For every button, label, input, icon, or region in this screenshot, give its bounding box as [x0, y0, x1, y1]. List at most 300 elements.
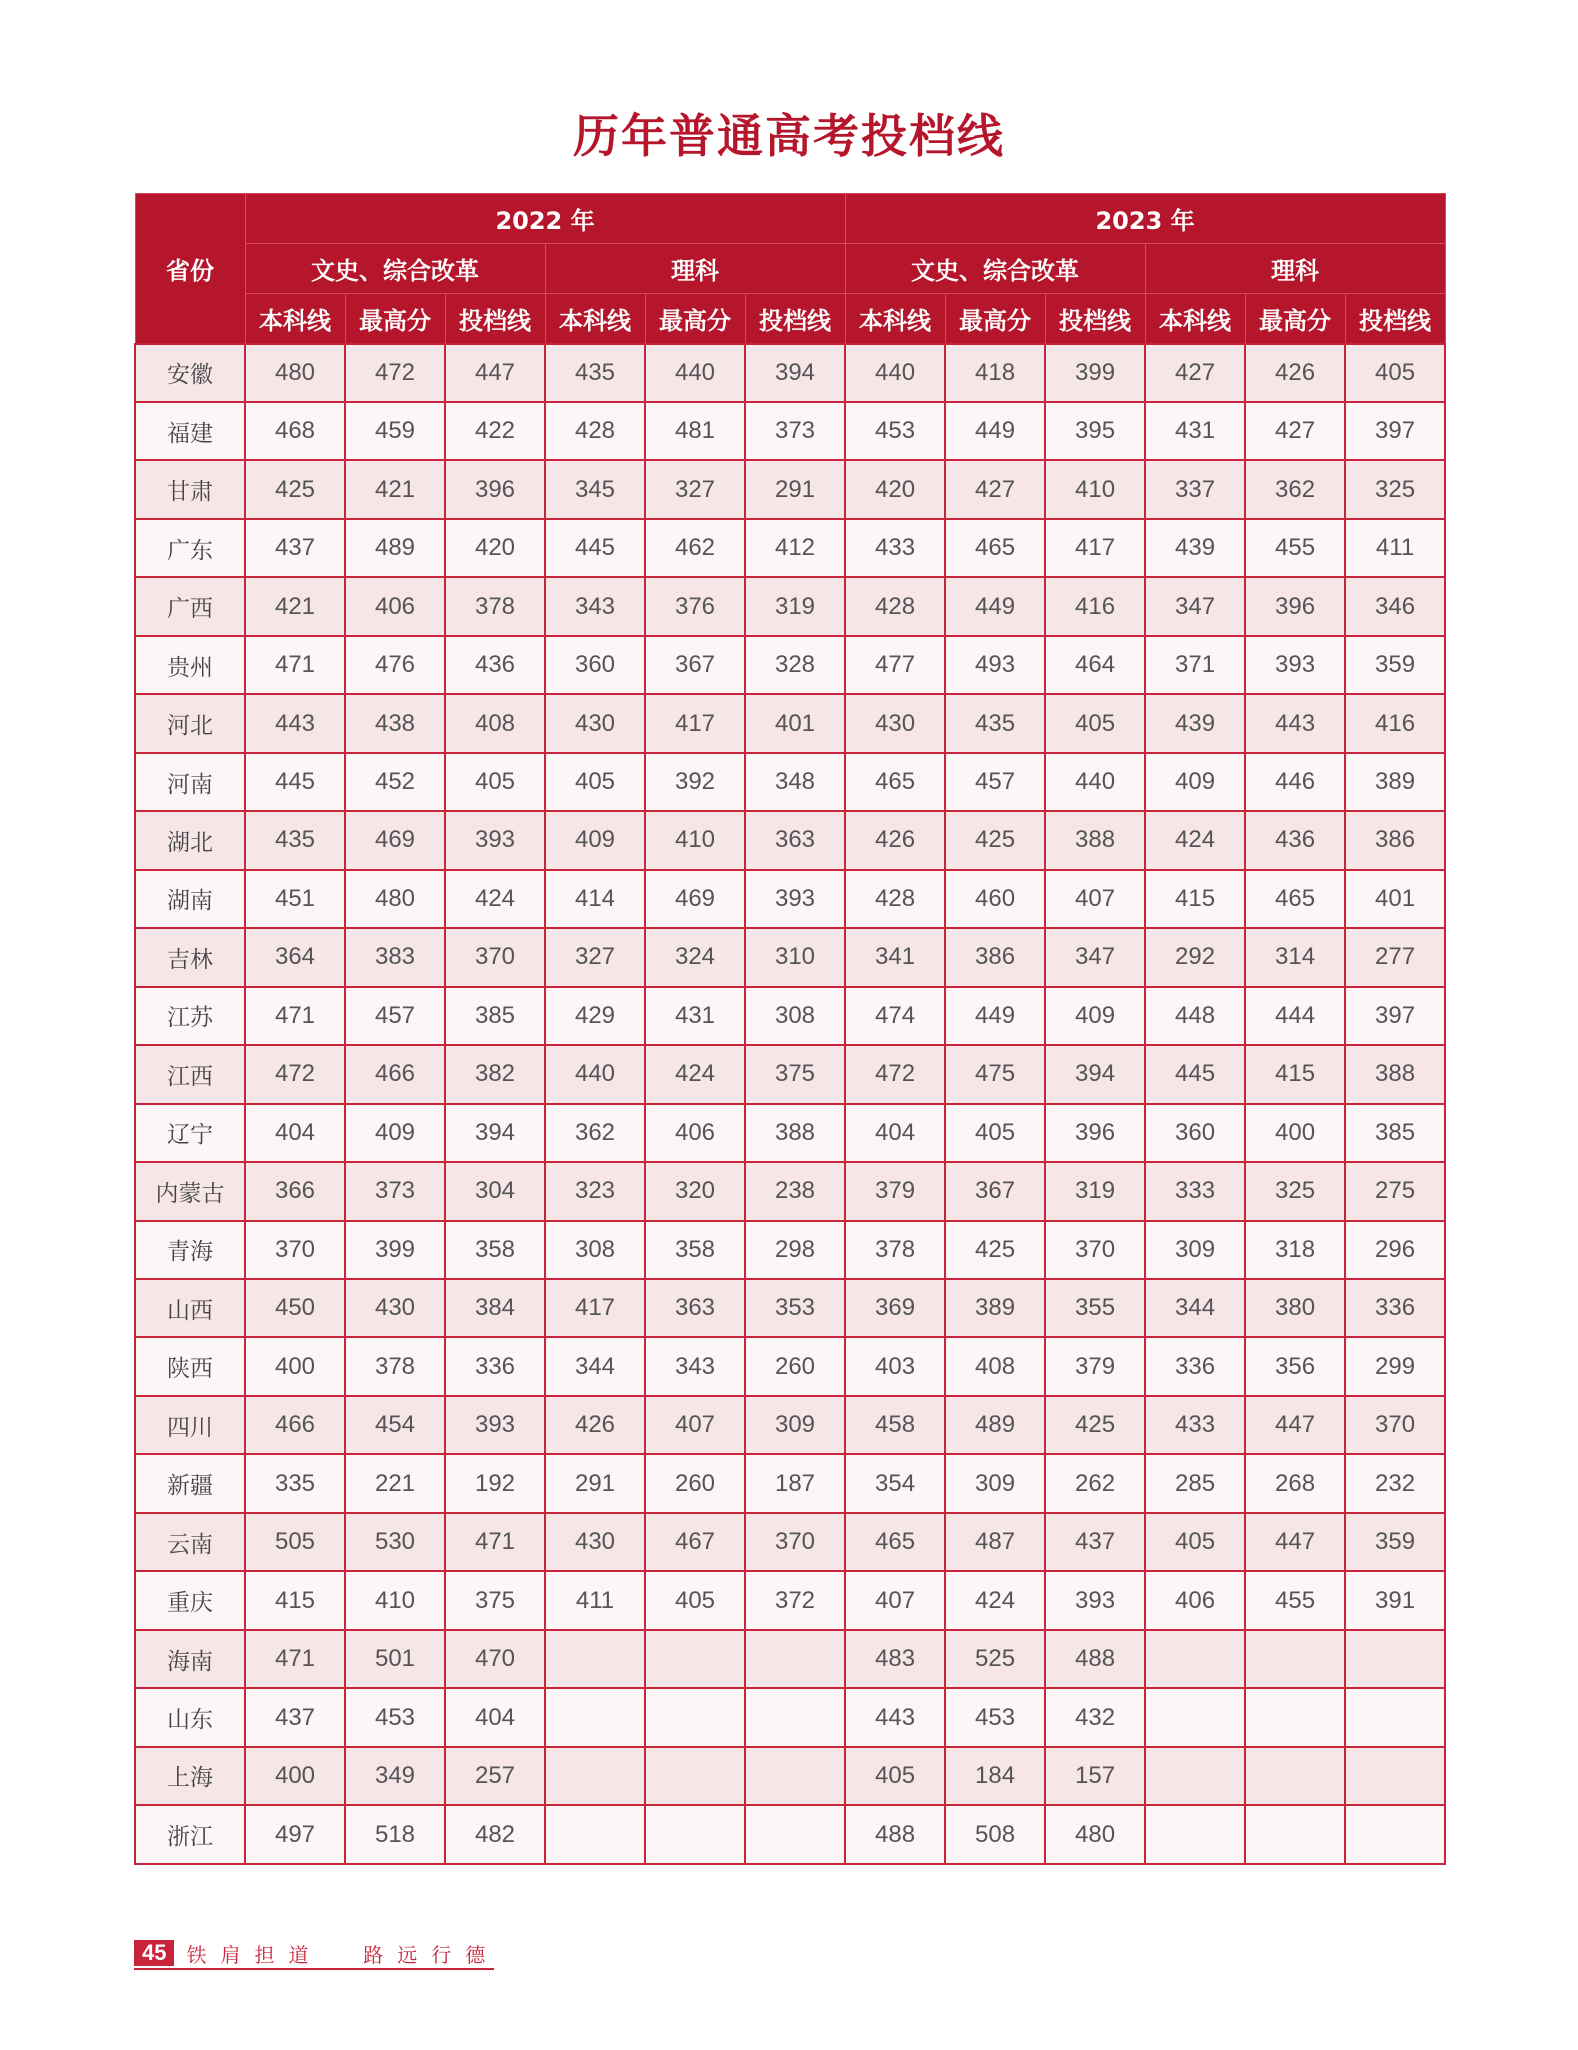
score-cell: 437: [1045, 1513, 1145, 1571]
table-row: [135, 928, 1445, 986]
score-cell: 347: [1145, 577, 1245, 635]
table-row: [135, 1396, 1445, 1454]
score-cell: 238: [745, 1162, 845, 1220]
score-cell: 400: [245, 1337, 345, 1395]
score-cell: 464: [1045, 636, 1145, 694]
score-cell: 405: [1145, 1513, 1245, 1571]
score-cell: 440: [1045, 753, 1145, 811]
score-cell: 408: [945, 1337, 1045, 1395]
score-cell: 291: [545, 1454, 645, 1512]
score-cell: 452: [345, 753, 445, 811]
score-cell: [1145, 1747, 1245, 1805]
score-cell: 433: [1145, 1396, 1245, 1454]
score-cell: 370: [1045, 1221, 1145, 1279]
score-cell: [545, 1747, 645, 1805]
table-row: [135, 519, 1445, 577]
table-row: [135, 987, 1445, 1045]
province-cell: 浙江: [135, 1805, 245, 1864]
score-cell: 385: [445, 987, 545, 1045]
table-row: [135, 1045, 1445, 1103]
score-cell: 493: [945, 636, 1045, 694]
score-cell: 431: [645, 987, 745, 1045]
score-cell: 388: [1045, 811, 1145, 869]
score-cell: 378: [845, 1221, 945, 1279]
score-cell: 489: [945, 1396, 1045, 1454]
table-body: [135, 344, 1445, 1865]
score-cell: 472: [245, 1045, 345, 1103]
score-cell: 327: [545, 928, 645, 986]
score-cell: 415: [1245, 1045, 1345, 1103]
score-cell: 406: [645, 1104, 745, 1162]
score-cell: 404: [445, 1688, 545, 1746]
score-cell: 362: [1245, 460, 1345, 518]
score-cell: 443: [245, 694, 345, 752]
score-cell: 367: [945, 1162, 1045, 1220]
score-cell: 399: [345, 1221, 445, 1279]
province-cell: 重庆: [135, 1571, 245, 1629]
score-cell: 395: [1045, 402, 1145, 460]
province-cell: 江西: [135, 1045, 245, 1103]
province-cell: 江苏: [135, 987, 245, 1045]
province-cell: 辽宁: [135, 1104, 245, 1162]
score-cell: 412: [745, 519, 845, 577]
score-cell: 370: [445, 928, 545, 986]
score-cell: 383: [345, 928, 445, 986]
score-cell: 405: [1045, 694, 1145, 752]
score-cell: 430: [345, 1279, 445, 1337]
score-cell: 397: [1345, 987, 1445, 1045]
score-cell: 379: [1045, 1337, 1145, 1395]
score-cell: 343: [545, 577, 645, 635]
track-header-science-2023: 理科: [1145, 244, 1445, 294]
score-cell: 367: [645, 636, 745, 694]
score-cell: 328: [745, 636, 845, 694]
score-cell: 437: [245, 519, 345, 577]
score-cell: 408: [445, 694, 545, 752]
score-cell: 319: [1045, 1162, 1145, 1220]
score-cell: 469: [345, 811, 445, 869]
score-cell: 453: [345, 1688, 445, 1746]
score-cell: 221: [345, 1454, 445, 1512]
score-cell: 320: [645, 1162, 745, 1220]
score-cell: 378: [445, 577, 545, 635]
score-cell: 483: [845, 1630, 945, 1688]
score-cell: [645, 1630, 745, 1688]
score-cell: 426: [545, 1396, 645, 1454]
score-cell: 465: [845, 753, 945, 811]
score-cell: 480: [1045, 1805, 1145, 1864]
score-cell: 192: [445, 1454, 545, 1512]
score-cell: 436: [445, 636, 545, 694]
score-cell: 363: [645, 1279, 745, 1337]
score-cell: 439: [1145, 519, 1245, 577]
score-cell: [1345, 1630, 1445, 1688]
score-cell: 414: [545, 870, 645, 928]
score-cell: 309: [745, 1396, 845, 1454]
score-cell: 431: [1145, 402, 1245, 460]
score-cell: 392: [645, 753, 745, 811]
admission-score-table: [134, 193, 1446, 1865]
score-cell: 299: [1345, 1337, 1445, 1395]
score-cell: 435: [245, 811, 345, 869]
footer-motto: 铁肩担道 路远行德: [186, 1942, 500, 1967]
score-cell: 436: [1245, 811, 1345, 869]
score-cell: 427: [1245, 402, 1345, 460]
score-cell: 393: [1245, 636, 1345, 694]
score-cell: 345: [545, 460, 645, 518]
score-cell: 472: [845, 1045, 945, 1103]
score-cell: 488: [845, 1805, 945, 1864]
score-cell: 376: [645, 577, 745, 635]
score-cell: 444: [1245, 987, 1345, 1045]
score-cell: 409: [545, 811, 645, 869]
score-cell: 354: [845, 1454, 945, 1512]
score-cell: 358: [645, 1221, 745, 1279]
score-cell: 417: [645, 694, 745, 752]
score-cell: 505: [245, 1513, 345, 1571]
table-row: [135, 577, 1445, 635]
score-cell: 373: [345, 1162, 445, 1220]
score-cell: 462: [645, 519, 745, 577]
score-cell: 411: [545, 1571, 645, 1629]
score-cell: 445: [545, 519, 645, 577]
province-cell: 福建: [135, 402, 245, 460]
score-cell: 275: [1345, 1162, 1445, 1220]
score-cell: 447: [445, 344, 545, 402]
column-header: 本科线: [845, 294, 945, 344]
score-cell: 324: [645, 928, 745, 986]
score-cell: 362: [545, 1104, 645, 1162]
score-cell: 466: [345, 1045, 445, 1103]
score-cell: 427: [1145, 344, 1245, 402]
score-cell: 481: [645, 402, 745, 460]
province-cell: 海南: [135, 1630, 245, 1688]
score-cell: 428: [845, 870, 945, 928]
table-row: [135, 1454, 1445, 1512]
score-cell: 421: [345, 460, 445, 518]
score-cell: [1345, 1805, 1445, 1864]
score-cell: 370: [1345, 1396, 1445, 1454]
province-cell: 吉林: [135, 928, 245, 986]
score-cell: 458: [845, 1396, 945, 1454]
score-cell: 468: [245, 402, 345, 460]
score-cell: 450: [245, 1279, 345, 1337]
score-cell: 417: [1045, 519, 1145, 577]
score-cell: 308: [745, 987, 845, 1045]
score-cell: [1345, 1747, 1445, 1805]
score-cell: 404: [845, 1104, 945, 1162]
table-row: [135, 870, 1445, 928]
table-row: [135, 460, 1445, 518]
score-cell: 366: [245, 1162, 345, 1220]
score-cell: [1245, 1805, 1345, 1864]
score-cell: 325: [1245, 1162, 1345, 1220]
score-cell: 410: [645, 811, 745, 869]
score-cell: 291: [745, 460, 845, 518]
province-cell: 湖北: [135, 811, 245, 869]
score-cell: 292: [1145, 928, 1245, 986]
score-cell: 465: [845, 1513, 945, 1571]
province-cell: 广西: [135, 577, 245, 635]
score-cell: 426: [1245, 344, 1345, 402]
score-cell: 319: [745, 577, 845, 635]
score-cell: 454: [345, 1396, 445, 1454]
score-cell: [645, 1805, 745, 1864]
score-cell: 424: [945, 1571, 1045, 1629]
province-cell: 湖南: [135, 870, 245, 928]
score-cell: 443: [1245, 694, 1345, 752]
score-cell: 378: [345, 1337, 445, 1395]
score-cell: 449: [945, 987, 1045, 1045]
score-cell: 474: [845, 987, 945, 1045]
score-cell: 460: [945, 870, 1045, 928]
table-row: [135, 1337, 1445, 1395]
province-cell: 云南: [135, 1513, 245, 1571]
column-header: 投档线: [1345, 294, 1445, 344]
score-cell: 440: [545, 1045, 645, 1103]
table-row: [135, 1747, 1445, 1805]
score-cell: 472: [345, 344, 445, 402]
province-cell: 上海: [135, 1747, 245, 1805]
score-cell: [545, 1630, 645, 1688]
score-cell: 394: [745, 344, 845, 402]
score-cell: 426: [845, 811, 945, 869]
score-cell: 471: [245, 1630, 345, 1688]
score-cell: 386: [1345, 811, 1445, 869]
score-cell: 405: [845, 1747, 945, 1805]
score-cell: 465: [1245, 870, 1345, 928]
score-cell: 407: [845, 1571, 945, 1629]
score-cell: 349: [345, 1747, 445, 1805]
score-cell: 424: [445, 870, 545, 928]
column-header: 最高分: [645, 294, 745, 344]
province-cell: 甘肃: [135, 460, 245, 518]
column-header: 本科线: [1145, 294, 1245, 344]
score-cell: 257: [445, 1747, 545, 1805]
score-cell: 309: [1145, 1221, 1245, 1279]
score-cell: 530: [345, 1513, 445, 1571]
track-header-science-2022: 理科: [545, 244, 845, 294]
score-cell: 489: [345, 519, 445, 577]
score-cell: 184: [945, 1747, 1045, 1805]
score-cell: 465: [945, 519, 1045, 577]
score-cell: [1145, 1630, 1245, 1688]
score-cell: 394: [1045, 1045, 1145, 1103]
score-cell: 356: [1245, 1337, 1345, 1395]
score-cell: 393: [445, 1396, 545, 1454]
score-cell: 437: [245, 1688, 345, 1746]
score-cell: 389: [945, 1279, 1045, 1337]
score-cell: 344: [1145, 1279, 1245, 1337]
header-row-columns: [135, 294, 1445, 344]
province-cell: 山东: [135, 1688, 245, 1746]
score-cell: 262: [1045, 1454, 1145, 1512]
score-cell: 344: [545, 1337, 645, 1395]
score-cell: 336: [1145, 1337, 1245, 1395]
score-cell: 432: [1045, 1688, 1145, 1746]
score-cell: 466: [245, 1396, 345, 1454]
page-title: 历年普通高考投档线: [573, 109, 1005, 163]
score-cell: 353: [745, 1279, 845, 1337]
score-cell: 415: [245, 1571, 345, 1629]
score-cell: 393: [745, 870, 845, 928]
score-cell: 477: [845, 636, 945, 694]
score-cell: [1245, 1688, 1345, 1746]
score-cell: 438: [345, 694, 445, 752]
score-cell: 403: [845, 1337, 945, 1395]
score-cell: [1145, 1805, 1245, 1864]
score-cell: 525: [945, 1630, 1045, 1688]
table-row: [135, 1221, 1445, 1279]
score-cell: 480: [345, 870, 445, 928]
table-row: [135, 1513, 1445, 1571]
table-row: [135, 753, 1445, 811]
column-header: 本科线: [245, 294, 345, 344]
score-cell: 363: [745, 811, 845, 869]
score-cell: [745, 1805, 845, 1864]
score-cell: 375: [445, 1571, 545, 1629]
score-cell: 482: [445, 1805, 545, 1864]
score-cell: 416: [1045, 577, 1145, 635]
table-row: [135, 344, 1445, 402]
score-cell: 420: [845, 460, 945, 518]
province-cell: 陕西: [135, 1337, 245, 1395]
score-cell: 475: [945, 1045, 1045, 1103]
score-cell: 471: [245, 636, 345, 694]
score-cell: 459: [345, 402, 445, 460]
score-cell: 439: [1145, 694, 1245, 752]
column-header: 最高分: [345, 294, 445, 344]
score-cell: 343: [645, 1337, 745, 1395]
track-header-liberal-2022: 文史、综合改革: [245, 244, 545, 294]
score-cell: 285: [1145, 1454, 1245, 1512]
score-cell: 384: [445, 1279, 545, 1337]
score-cell: 355: [1045, 1279, 1145, 1337]
score-cell: 488: [1045, 1630, 1145, 1688]
score-cell: 405: [645, 1571, 745, 1629]
score-cell: 404: [245, 1104, 345, 1162]
score-cell: 360: [1145, 1104, 1245, 1162]
score-cell: 418: [945, 344, 1045, 402]
province-header: 省份: [135, 194, 245, 344]
score-cell: 346: [1345, 577, 1445, 635]
score-cell: 396: [1045, 1104, 1145, 1162]
score-cell: 425: [245, 460, 345, 518]
score-cell: 380: [1245, 1279, 1345, 1337]
score-cell: [745, 1688, 845, 1746]
score-cell: 370: [245, 1221, 345, 1279]
score-cell: 405: [945, 1104, 1045, 1162]
score-cell: 417: [545, 1279, 645, 1337]
score-cell: [1245, 1747, 1345, 1805]
score-cell: 449: [945, 577, 1045, 635]
score-cell: 425: [945, 1221, 1045, 1279]
score-cell: 409: [345, 1104, 445, 1162]
score-cell: [1245, 1630, 1345, 1688]
score-cell: 327: [645, 460, 745, 518]
score-cell: 382: [445, 1045, 545, 1103]
score-cell: 409: [1145, 753, 1245, 811]
province-cell: 四川: [135, 1396, 245, 1454]
score-cell: 405: [445, 753, 545, 811]
score-cell: 428: [845, 577, 945, 635]
score-cell: [745, 1747, 845, 1805]
province-cell: 山西: [135, 1279, 245, 1337]
score-cell: 369: [845, 1279, 945, 1337]
score-cell: 409: [1045, 987, 1145, 1045]
province-cell: 内蒙古: [135, 1162, 245, 1220]
score-cell: 469: [645, 870, 745, 928]
score-cell: 379: [845, 1162, 945, 1220]
column-header: 投档线: [1045, 294, 1145, 344]
score-cell: 157: [1045, 1747, 1145, 1805]
score-cell: 455: [1245, 519, 1345, 577]
score-cell: 325: [1345, 460, 1445, 518]
score-cell: 268: [1245, 1454, 1345, 1512]
score-cell: 232: [1345, 1454, 1445, 1512]
score-cell: 385: [1345, 1104, 1445, 1162]
score-cell: 308: [545, 1221, 645, 1279]
table-header: [135, 194, 1445, 344]
score-cell: 427: [945, 460, 1045, 518]
score-cell: 314: [1245, 928, 1345, 986]
score-cell: 410: [1045, 460, 1145, 518]
score-cell: 424: [645, 1045, 745, 1103]
score-cell: 425: [1045, 1396, 1145, 1454]
score-cell: 430: [545, 694, 645, 752]
score-cell: 497: [245, 1805, 345, 1864]
table-row: [135, 1571, 1445, 1629]
score-cell: 397: [1345, 402, 1445, 460]
score-cell: 424: [1145, 811, 1245, 869]
score-cell: 448: [1145, 987, 1245, 1045]
score-cell: 296: [1345, 1221, 1445, 1279]
score-cell: 310: [745, 928, 845, 986]
score-cell: 435: [945, 694, 1045, 752]
score-cell: 455: [1245, 1571, 1345, 1629]
score-cell: 333: [1145, 1162, 1245, 1220]
score-cell: 347: [1045, 928, 1145, 986]
score-cell: 400: [245, 1747, 345, 1805]
score-cell: 336: [445, 1337, 545, 1395]
score-cell: 405: [545, 753, 645, 811]
table-row: [135, 636, 1445, 694]
score-cell: 388: [745, 1104, 845, 1162]
score-cell: 508: [945, 1805, 1045, 1864]
score-cell: 341: [845, 928, 945, 986]
score-cell: 372: [745, 1571, 845, 1629]
score-cell: 393: [445, 811, 545, 869]
score-cell: 445: [245, 753, 345, 811]
score-cell: [645, 1747, 745, 1805]
score-cell: [545, 1805, 645, 1864]
score-cell: 400: [1245, 1104, 1345, 1162]
column-header: 投档线: [745, 294, 845, 344]
province-cell: 青海: [135, 1221, 245, 1279]
score-cell: 401: [1345, 870, 1445, 928]
score-cell: 433: [845, 519, 945, 577]
score-cell: 476: [345, 636, 445, 694]
score-cell: [645, 1688, 745, 1746]
score-cell: 358: [445, 1221, 545, 1279]
score-cell: [745, 1630, 845, 1688]
table-row: [135, 1688, 1445, 1746]
score-cell: 187: [745, 1454, 845, 1512]
score-cell: 430: [545, 1513, 645, 1571]
score-cell: 429: [545, 987, 645, 1045]
score-cell: 407: [1045, 870, 1145, 928]
score-cell: 449: [945, 402, 1045, 460]
